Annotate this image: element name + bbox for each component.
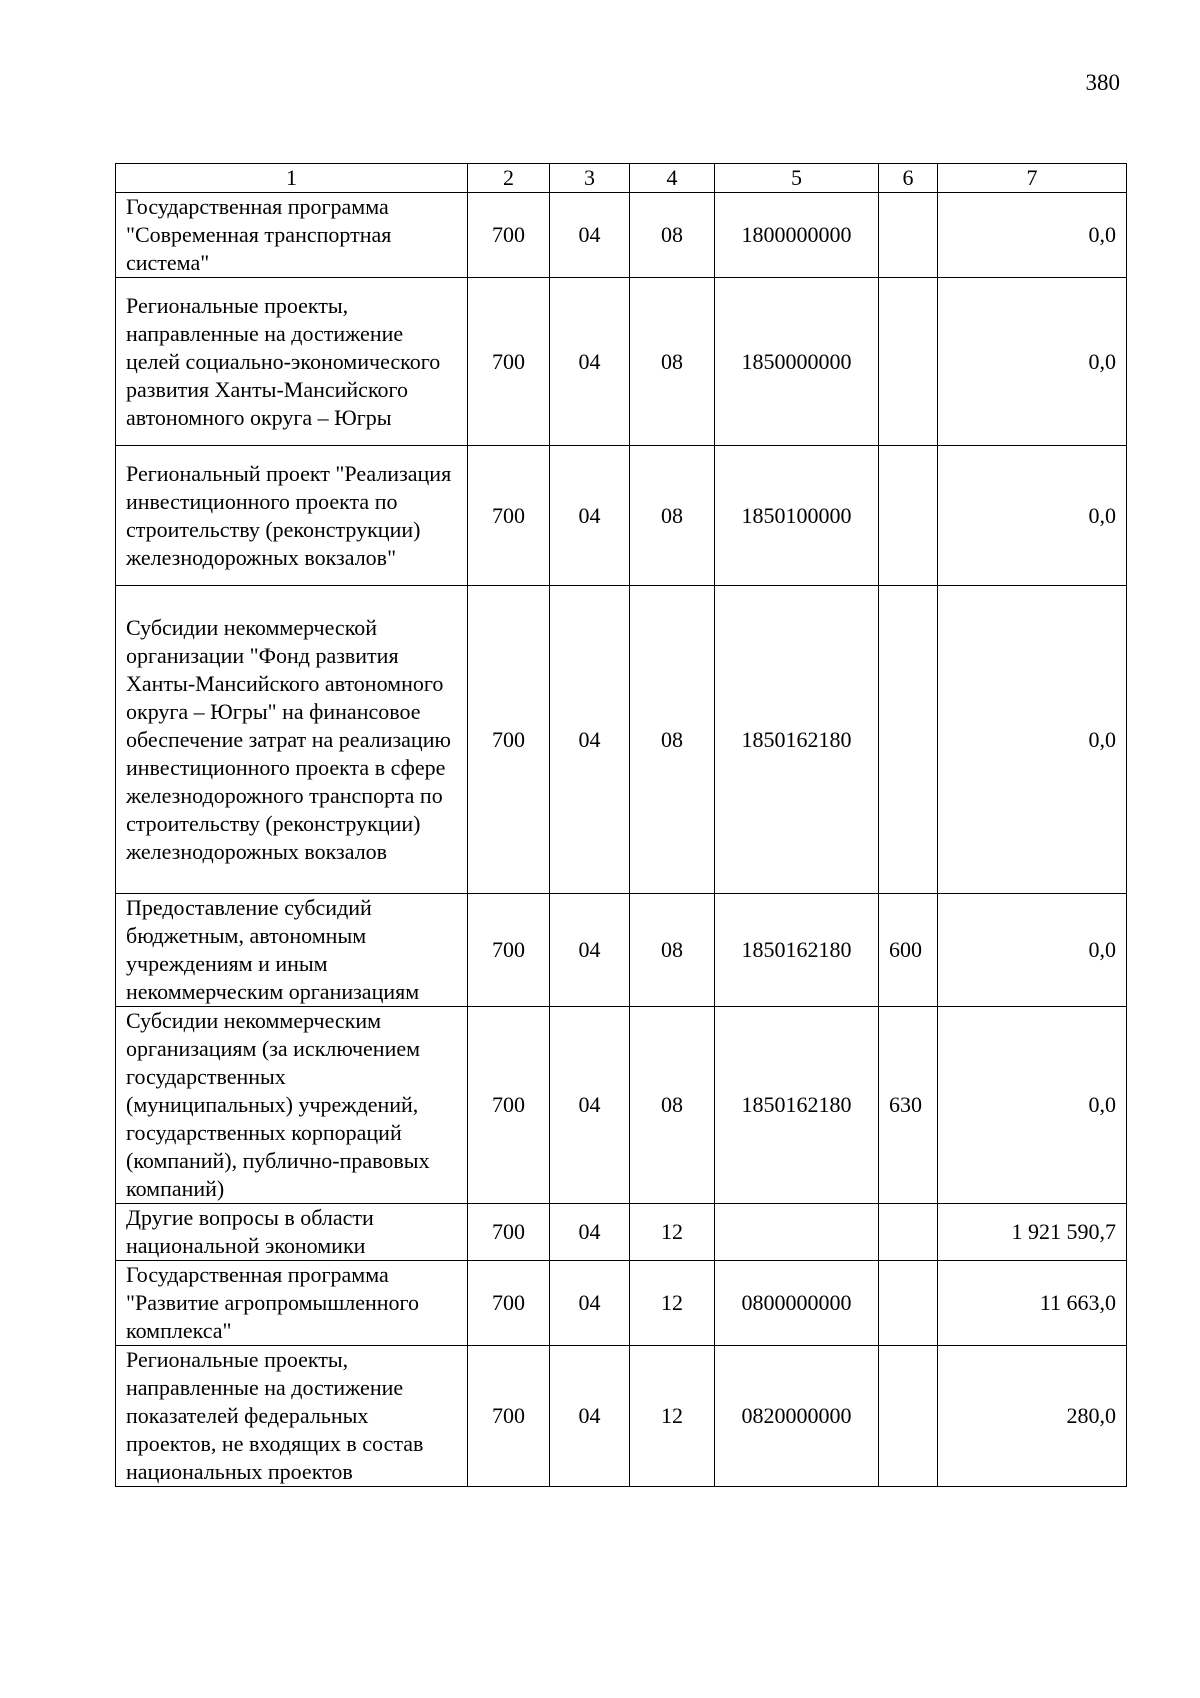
header-col-6: 6 bbox=[879, 164, 938, 193]
row-pr: 08 bbox=[630, 446, 715, 586]
row-rz: 04 bbox=[550, 446, 630, 586]
row-sum: 1 921 590,7 bbox=[938, 1204, 1127, 1261]
header-col-3: 3 bbox=[550, 164, 630, 193]
row-vr bbox=[879, 1261, 938, 1346]
table-row bbox=[116, 1346, 1127, 1487]
page-number: 380 bbox=[1085, 70, 1120, 95]
table-row bbox=[116, 586, 1127, 894]
row-rz: 04 bbox=[550, 1346, 630, 1487]
row-name: Другие вопросы в области национальной экономики bbox=[116, 1204, 468, 1261]
row-vr: 630 bbox=[879, 1007, 938, 1204]
row-ved: 700 bbox=[468, 193, 550, 278]
table-row bbox=[116, 1007, 1127, 1204]
row-pr: 08 bbox=[630, 193, 715, 278]
row-csr bbox=[715, 1204, 879, 1261]
row-pr: 08 bbox=[630, 278, 715, 446]
row-name: Субсидии некоммерческим организациям (за исключением государственных (муниципальных) учреждений, государственных корпораций (компаний), публично-правовых компаний) bbox=[116, 1007, 468, 1204]
row-ved: 700 bbox=[468, 1346, 550, 1487]
row-pr: 12 bbox=[630, 1346, 715, 1487]
table-row bbox=[116, 193, 1127, 278]
row-csr: 1850100000 bbox=[715, 446, 879, 586]
row-vr bbox=[879, 446, 938, 586]
row-rz: 04 bbox=[550, 1204, 630, 1261]
row-pr: 08 bbox=[630, 586, 715, 894]
row-ved: 700 bbox=[468, 1261, 550, 1346]
row-ved: 700 bbox=[468, 1204, 550, 1261]
row-sum: 0,0 bbox=[938, 894, 1127, 1007]
row-pr: 08 bbox=[630, 1007, 715, 1204]
table-row bbox=[116, 1204, 1127, 1261]
row-rz: 04 bbox=[550, 1261, 630, 1346]
row-pr: 12 bbox=[630, 1204, 715, 1261]
row-vr bbox=[879, 278, 938, 446]
row-vr bbox=[879, 1204, 938, 1261]
row-ved: 700 bbox=[468, 278, 550, 446]
row-csr: 1850000000 bbox=[715, 278, 879, 446]
row-name: Субсидии некоммерческой организации "Фонд развития Ханты-Мансийского автономного округа – Югры" на финансовое обеспечение затрат на реализацию инвестиционного проекта в сфере железнодорожного транспорта по строительству (реконструкции) железнодорожных вокзалов bbox=[116, 586, 468, 894]
row-csr: 1850162180 bbox=[715, 894, 879, 1007]
row-vr: 600 bbox=[879, 894, 938, 1007]
row-csr: 1800000000 bbox=[715, 193, 879, 278]
row-rz: 04 bbox=[550, 278, 630, 446]
row-name: Предоставление субсидий бюджетным, автономным учреждениям и иным некоммерческим организациям bbox=[116, 894, 468, 1007]
row-sum: 0,0 bbox=[938, 193, 1127, 278]
row-csr: 0820000000 bbox=[715, 1346, 879, 1487]
table-row bbox=[116, 894, 1127, 1007]
row-rz: 04 bbox=[550, 193, 630, 278]
row-rz: 04 bbox=[550, 586, 630, 894]
table-row bbox=[116, 1261, 1127, 1346]
budget-table bbox=[115, 163, 1127, 1487]
header-col-4: 4 bbox=[630, 164, 715, 193]
row-csr: 1850162180 bbox=[715, 586, 879, 894]
header-col-7: 7 bbox=[938, 164, 1127, 193]
row-rz: 04 bbox=[550, 1007, 630, 1204]
header-row bbox=[116, 164, 1127, 193]
row-vr bbox=[879, 586, 938, 894]
row-name: Государственная программа "Развитие агропромышленного комплекса" bbox=[116, 1261, 468, 1346]
row-name: Региональный проект "Реализация инвестиционного проекта по строительству (реконструкции) железнодорожных вокзалов" bbox=[116, 446, 468, 586]
row-ved: 700 bbox=[468, 586, 550, 894]
row-sum: 0,0 bbox=[938, 1007, 1127, 1204]
row-pr: 08 bbox=[630, 894, 715, 1007]
row-name: Государственная программа "Современная транспортная система" bbox=[116, 193, 468, 278]
row-vr bbox=[879, 193, 938, 278]
row-ved: 700 bbox=[468, 894, 550, 1007]
row-csr: 1850162180 bbox=[715, 1007, 879, 1204]
row-sum: 0,0 bbox=[938, 586, 1127, 894]
row-pr: 12 bbox=[630, 1261, 715, 1346]
row-ved: 700 bbox=[468, 446, 550, 586]
row-rz: 04 bbox=[550, 894, 630, 1007]
row-sum: 0,0 bbox=[938, 278, 1127, 446]
row-name: Региональные проекты, направленные на достижение показателей федеральных проектов, не входящих в состав национальных проектов bbox=[116, 1346, 468, 1487]
header-col-1: 1 bbox=[116, 164, 468, 193]
header-col-2: 2 bbox=[468, 164, 550, 193]
row-name: Региональные проекты, направленные на достижение целей социально-экономического развития Ханты-Мансийского автономного округа – Югры bbox=[116, 278, 468, 446]
row-sum: 11 663,0 bbox=[938, 1261, 1127, 1346]
row-ved: 700 bbox=[468, 1007, 550, 1204]
row-vr bbox=[879, 1346, 938, 1487]
row-sum: 0,0 bbox=[938, 446, 1127, 586]
header-col-5: 5 bbox=[715, 164, 879, 193]
table-row bbox=[116, 278, 1127, 446]
row-csr: 0800000000 bbox=[715, 1261, 879, 1346]
table-row bbox=[116, 446, 1127, 586]
row-sum: 280,0 bbox=[938, 1346, 1127, 1487]
